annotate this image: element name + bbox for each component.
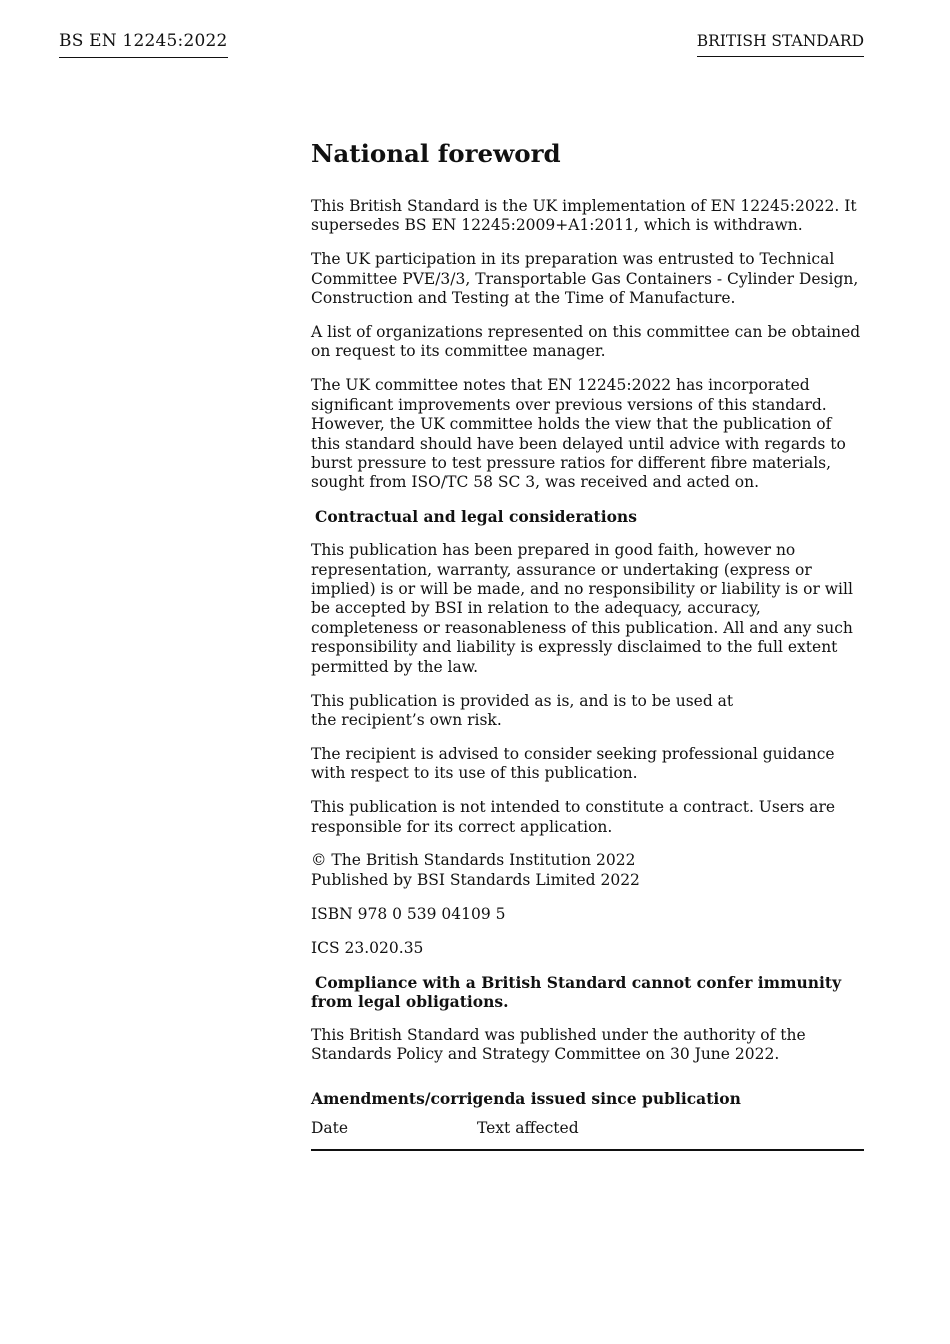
publisher-line: Published by BSI Standards Limited 2022	[311, 870, 640, 889]
foreword-section	[311, 139, 864, 1151]
text-affected-column-header: Text affected	[477, 1119, 579, 1138]
compliance-notice: Compliance with a British Standard cannot confer immunity from legal obligations.	[311, 972, 842, 1011]
isbn: ISBN 978 0 539 04109 5	[311, 904, 506, 923]
authority-paragraph: This British Standard was published under the authority of the Standards Policy and Strategy Committee on 30 June 2022.	[311, 1025, 806, 1064]
amendments-table-header	[311, 1119, 864, 1151]
page-title: National foreword	[311, 139, 561, 168]
amendments-title: Amendments/corrigenda issued since publication	[311, 1088, 741, 1108]
document-id: BS EN 12245:2022	[59, 30, 228, 58]
committee-paragraph: The UK participation in its preparation was entrusted to Technical Committee PVE/3/3, Transportable Gas Containers - Cylinder Design, Construction and Testing at the Time of Manufacture.	[311, 250, 859, 308]
ics: ICS 23.020.35	[311, 938, 424, 957]
committee-notes-paragraph: The UK committee notes that EN 12245:2022 has incorporated significant improvements over previous versions of this standard. However, the UK committee holds the view that the publication of this standard should have been delayed until advice with regards to burst pressure to test pressure ratios for different fibre materials, sought from ISO/TC 58 SC 3, was received and acted on.	[311, 376, 846, 492]
contractual-heading: Contractual and legal considerations	[315, 507, 637, 527]
standard-label: BRITISH STANDARD	[697, 31, 864, 57]
copyright-block	[311, 851, 864, 890]
implementation-paragraph: This British Standard is the UK implementation of EN 12245:2022. It supersedes BS EN 12245:2009+A1:2011, which is withdrawn.	[311, 197, 857, 235]
own-risk-paragraph: This publication is provided as is, and is to be used at the recipient’s own risk.	[311, 691, 734, 729]
contract-paragraph: This publication is not intended to constitute a contract. Users are responsible for its correct application.	[311, 798, 836, 836]
copyright-line: © The British Standards Institution 2022	[311, 851, 636, 870]
date-column-header: Date	[311, 1119, 349, 1138]
good-faith-paragraph: This publication has been prepared in good faith, however no representation, warranty, assurance or undertaking (express or implied) is or will be made, and no responsibility or liability is or will be accepted by BSI in relation to the adequacy, accuracy, completeness or reasonableness of this publication. All and any such responsibility and liability is expressly disclaimed to the full extent permitted by the law.	[311, 541, 853, 676]
organizations-paragraph: A list of organizations represented on this committee can be obtained on request to its committee manager.	[311, 323, 861, 361]
guidance-paragraph: The recipient is advised to consider seeking professional guidance with respect to its use of this publication.	[311, 744, 835, 783]
